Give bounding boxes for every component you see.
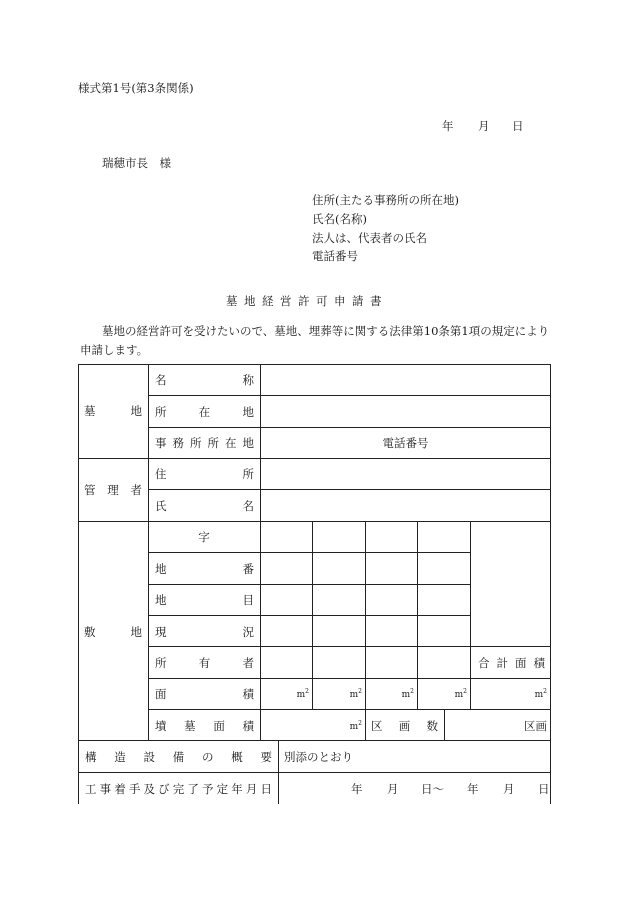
cemetery-name-label: 名 称 [155, 373, 254, 387]
site-current-state-label: 現 況 [155, 625, 254, 639]
area-unit-3: $m^2$ [401, 688, 414, 700]
applicant-name-label: 氏名(名称) [312, 212, 367, 226]
area-unit-1: $m^2$ [296, 688, 309, 700]
grave-area-label: 墳 墓 面 積 [155, 719, 254, 733]
applicant-phone-label: 電話番号 [312, 249, 358, 263]
plot-unit: 区画 [524, 719, 547, 733]
intro-line-1: 墓地の経営許可を受けたいので、墓地、埋葬等に関する法律第10条第1項の規定により [102, 324, 550, 338]
intro-line-2: 申請します。 [80, 343, 149, 357]
form-number: 様式第1号(第3条関係) [78, 81, 194, 95]
date-month: 月 [478, 119, 490, 133]
schedule-year-2: 年 [467, 782, 479, 796]
applicant-address-label: 住所(主たる事務所の所在地) [312, 193, 459, 207]
site-total-area-label: 合 計 面 積 [478, 656, 545, 670]
site-lot-number-label: 地 番 [155, 562, 254, 576]
schedule-day-from: 日〜 [421, 782, 444, 796]
site-aza-label: 字 [198, 530, 210, 544]
cemetery-label [84, 403, 142, 419]
cemetery-phone-label: 電話番号 [382, 436, 429, 450]
facilities-label: 構 造 設 備 の 概 要 [85, 750, 272, 764]
area-unit-total: $m^2$ [534, 688, 547, 700]
facilities-value: 別添のとおり [284, 750, 353, 764]
site-land-category-label: 地 目 [155, 593, 254, 607]
schedule-label: 工 事 着 手 及 び 完 了 予 定 年 月 日 [85, 782, 272, 796]
applicant-representative-label: 法人は、代表者の氏名 [312, 231, 427, 245]
schedule-month: 月 [387, 782, 399, 796]
plot-count-label: 区 画 数 [371, 719, 438, 733]
cemetery-office-location-label: 事 務 所 所 在 地 [155, 436, 254, 450]
site-label: 敷 地 [84, 625, 142, 639]
document-title: 墓地経営許可申請書 [226, 294, 388, 308]
cemetery-label-char-2: 地 [130, 404, 142, 418]
area-unit-2: $m^2$ [349, 688, 362, 700]
site-owner-label: 所 有 者 [155, 656, 254, 670]
site-area-label: 面 積 [155, 687, 254, 701]
date-year: 年 [442, 119, 454, 133]
grave-area-unit: $m^2$ [349, 720, 362, 732]
addressee: 瑞穂市長 様 [102, 156, 171, 170]
cemetery-label-char-1: 墓 [84, 404, 96, 418]
manager-address-label: 住 所 [155, 467, 254, 481]
schedule-month-2: 月 [503, 782, 515, 796]
area-unit-4: $m^2$ [454, 688, 467, 700]
manager-name-label: 氏 名 [155, 499, 254, 513]
cemetery-location-label: 所 在 地 [155, 405, 254, 419]
date-day: 日 [512, 119, 524, 133]
schedule-day-2: 日 [538, 782, 550, 796]
manager-label: 管 理 者 [84, 483, 142, 497]
schedule-year: 年 [351, 782, 363, 796]
